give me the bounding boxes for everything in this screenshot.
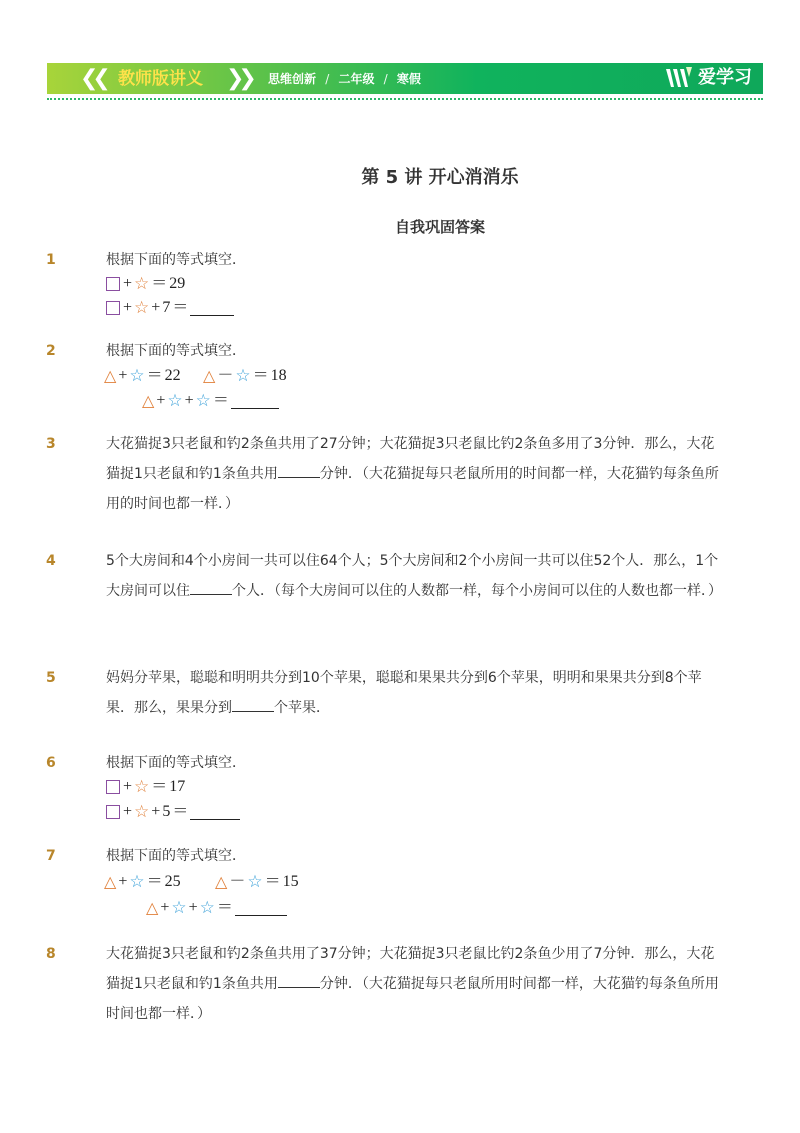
- question-text: 5个大房间和4个小房间一共可以住64个人；5个大房间和2个小房间一共可以住52个人．那么，1个大房间可以住 个人．（每个大房间可以住的人数都一样，每个小房间可以住的人数也都一样．）: [106, 553, 722, 599]
- star-symbol-icon: ☆: [129, 366, 145, 386]
- square-symbol-icon: [106, 780, 120, 794]
- question-text: 大花猫捉3只老鼠和钓2条鱼共用了37分钟；大花猫捉3只老鼠比钓2条鱼少用了7分钟．那么，大花猫捉1只老鼠和钓1条鱼共用 分钟．（大花猫捉每只老鼠所用时间都一样，大花猫钓每条鱼所用时间也都一样．）: [106, 946, 719, 1022]
- square-symbol-icon: [106, 277, 120, 291]
- brand-title: 教师版讲义: [118, 69, 203, 89]
- star-symbol-icon: ☆: [199, 898, 215, 918]
- question-prompt: 根据下面的等式填空．: [106, 848, 246, 864]
- answer-blank: [190, 805, 240, 820]
- breadcrumb-separator: /: [383, 72, 388, 86]
- equation: + ☆ + 5 ＝: [106, 801, 240, 823]
- star-symbol-icon: ☆: [171, 898, 187, 918]
- equation: △ + ☆ + ☆ ＝: [146, 897, 287, 919]
- star-symbol-icon: ☆: [134, 274, 150, 294]
- equation: △ + ☆ + ☆ ＝: [142, 390, 279, 412]
- answer-blank: [278, 969, 320, 988]
- triangle-symbol-icon: △: [104, 366, 117, 385]
- question-number: 3: [46, 436, 56, 452]
- triangle-symbol-icon: △: [142, 391, 155, 410]
- question-text: 妈妈分苹果，聪聪和明明共分到10个苹果，聪聪和果果共分到6个苹果，明明和果果共分到8个苹果．那么，果果分到 个苹果．: [106, 670, 702, 716]
- star-symbol-icon: ☆: [134, 298, 150, 318]
- question-prompt: 根据下面的等式填空．: [106, 755, 246, 771]
- star-symbol-icon: ☆: [195, 391, 211, 411]
- logo: [664, 64, 752, 92]
- question-number: 5: [46, 670, 56, 686]
- question-number: 2: [46, 343, 56, 359]
- chevron-left-icon: ❮❮: [80, 66, 105, 91]
- breadcrumb-item: 寒假: [396, 72, 421, 86]
- triangle-symbol-icon: △: [104, 872, 117, 891]
- star-symbol-icon: ☆: [167, 391, 183, 411]
- triangle-symbol-icon: △: [215, 872, 228, 891]
- chevron-right-icon: ❯❯: [226, 66, 251, 91]
- equation: + ☆ + 7 ＝: [106, 297, 234, 319]
- answer-blank: [278, 459, 320, 478]
- breadcrumb-separator: /: [325, 72, 330, 86]
- breadcrumb: [268, 70, 426, 88]
- page-title: 第 5 讲 开心消消乐: [361, 167, 519, 188]
- star-symbol-icon: ☆: [129, 872, 145, 892]
- logo-mark-icon: [664, 65, 694, 91]
- star-symbol-icon: ☆: [235, 366, 251, 386]
- equation: △ － ☆ ＝ 18: [203, 366, 287, 386]
- answer-blank: [232, 693, 274, 712]
- question-number: 6: [46, 755, 56, 771]
- equation: + ☆ ＝ 17: [106, 776, 185, 798]
- question-number: 1: [46, 252, 56, 268]
- logo-text: 爱学习: [698, 67, 752, 88]
- answer-blank: [235, 901, 287, 916]
- answer-blank: [190, 301, 234, 316]
- triangle-symbol-icon: △: [203, 366, 216, 385]
- breadcrumb-item: 二年级: [338, 72, 375, 86]
- equation: + ☆ ＝ 29: [106, 273, 185, 295]
- section-title: 自我巩固答案: [394, 218, 485, 236]
- header-dotted-divider: [47, 98, 763, 100]
- question-prompt: 根据下面的等式填空．: [106, 252, 246, 268]
- star-symbol-icon: ☆: [247, 872, 263, 892]
- answer-blank: [231, 394, 279, 409]
- equation: △ + ☆ ＝ 22: [104, 366, 181, 386]
- star-symbol-icon: ☆: [134, 802, 150, 822]
- question-number: 7: [46, 848, 56, 864]
- square-symbol-icon: [106, 301, 120, 315]
- question-number: 4: [46, 553, 56, 569]
- question-text: 大花猫捉3只老鼠和钓2条鱼共用了27分钟；大花猫捉3只老鼠比钓2条鱼多用了3分钟．那么，大花猫捉1只老鼠和钓1条鱼共用 分钟．（大花猫捉每只老鼠所用的时间都一样，大花猫钓每条鱼所用的时间也都一样．）: [106, 436, 719, 512]
- question-prompt: 根据下面的等式填空．: [106, 343, 246, 359]
- triangle-symbol-icon: △: [146, 898, 159, 917]
- square-symbol-icon: [106, 805, 120, 819]
- star-symbol-icon: ☆: [134, 777, 150, 797]
- equation: △ － ☆ ＝ 15: [215, 872, 299, 892]
- breadcrumb-item: 思维创新: [268, 72, 317, 86]
- answer-blank: [190, 576, 232, 595]
- question-number: 8: [46, 946, 56, 962]
- equation: △ + ☆ ＝ 25: [104, 872, 181, 892]
